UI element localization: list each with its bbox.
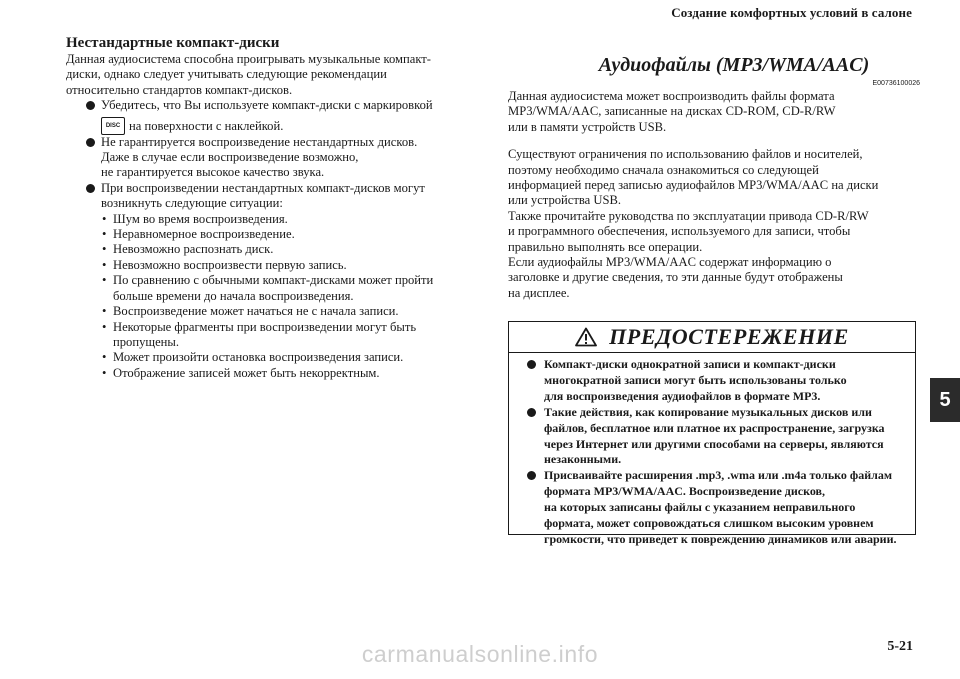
watermark-text: carmanualsonline.info [361,641,599,667]
text-line: • По сравнению с обычными компакт-дисками может пройти [113,273,434,288]
text-line: формата MP3/WMA/AAC. Воспроизведение дисков, [544,484,826,499]
text-line: • Воспроизведение может начаться не с начала записи. [113,304,399,319]
text-line: пропущены. [113,334,180,349]
bullet-icon [527,360,536,369]
text-line: Присваивайте расширения .mp3, .wma или .m4a только файлам [544,468,893,483]
intro-paragraph [66,52,478,98]
disc-logo-line [66,114,478,135]
text-line: на поверхности с наклейкой. [129,119,284,134]
text-line: Также прочитайте руководства по эксплуатации привода CD-R/RW [508,208,869,223]
text-line: Даже в случае если воспроизведение возможно, [101,150,359,165]
list-item [66,258,478,273]
text-line: • Шум во время воспроизведения. [113,211,288,226]
text-line: формата, может сопровождаться слишком высоким уровнем [544,516,874,531]
list-item [66,212,478,227]
text-line: для воспроизведения аудиофайлов в формате MP3. [544,388,821,403]
bullet-item [66,181,478,212]
text-line: на дисплее. [508,285,570,300]
text-line: правильно выполнять все операции. [508,239,703,254]
text-line: Убедитесь, что Вы используете компакт-диски с маркировкой [101,98,433,113]
text-line: не гарантируется высокое качество звука. [101,165,325,180]
text-line: или в памяти устройств USB. [508,119,667,134]
situations-list [66,212,478,381]
warning-triangle-icon [575,327,597,347]
list-item [66,350,478,365]
paragraph [508,89,920,135]
section-heading: Аудиофайлы (MP3/WMA/AAC) [598,54,870,76]
text-line: заголовке и другие сведения, то эти данные будут отображены [508,270,843,285]
right-column [508,54,920,301]
text-line: MP3/WMA/AAC, записанные на дисках CD-ROM, CD-R/RW [508,104,836,119]
text-line: через Интернет или другими способами на серверы, являются [544,436,884,451]
list-item [66,304,478,319]
warning-item [517,405,905,469]
text-line: Существуют ограничения по использованию файлов и носителей, [508,147,863,162]
list-item [66,242,478,257]
text-line: и программного обеспечения, используемого для записи, чтобы [508,224,851,239]
bullet-item [66,135,478,181]
text-line: многократной записи могут быть использованы только [544,372,847,387]
text-line: незаконными. [544,452,622,467]
text-line: Не гарантируется воспроизведение нестандартных дисков. [101,134,418,149]
bullet-icon [86,138,95,147]
text-line: диски, однако следует учитывать следующие рекомендации [66,67,387,82]
text-line: или устройства USB. [508,193,622,208]
list-item [66,320,478,351]
warning-header [509,322,915,353]
bullet-item [66,98,478,113]
text-line: • Неравномерное воспроизведение. [113,227,295,242]
warning-box [508,321,916,546]
text-line: информацией перед записью аудиофайлов MP3/WMA/AAC на диски [508,178,879,193]
text-line: • Отображение записей может быть некорректным. [113,365,380,380]
section-heading: Нестандартные компакт-диски [66,35,280,51]
text-line: файлов, бесплатное или платное их распространение, загрузка [544,420,885,435]
list-item [66,273,478,304]
text-line: Данная аудиосистема способна проигрывать музыкальные компакт- [66,52,431,66]
chapter-tab: 5 [930,378,960,422]
text-line: • Некоторые фрагменты при воспроизведении могут быть [113,319,417,334]
text-line: • Невозможно распознать диск. [113,242,274,257]
bullet-icon [86,184,95,193]
warning-body [509,353,915,548]
text-line: Такие действия, как копирование музыкальных дисков или [544,404,872,419]
text-line: • Может произойти остановка воспроизведения записи. [113,350,404,365]
left-column [66,35,478,381]
text-line: на которых записаны файлы с указанием неправильного [544,500,856,515]
warning-item [517,468,905,548]
text-line: Данная аудиосистема может воспроизводить файлы формата [508,89,835,103]
bullet-icon [86,101,95,110]
bullet-icon [527,408,536,417]
page-number: 5-21 [887,639,913,654]
paragraph [508,147,920,301]
text-line: относительно стандартов компакт-дисков. [66,82,293,97]
text-line: Компакт-диски однократной записи и компакт-диски [544,357,836,371]
text-line: Если аудиофайлы MP3/WMA/AAC содержат информацию о [508,255,832,270]
document-code: E00736100026 [872,80,920,87]
text-line: • Невозможно воспроизвести первую запись. [113,257,347,272]
bullet-icon [527,471,536,480]
text-line: поэтому необходимо сначала ознакомиться со следующей [508,162,819,177]
right-body [508,89,920,301]
text-line: возникнуть следующие ситуации: [101,196,283,211]
list-item [66,366,478,381]
warning-item [517,357,905,405]
running-header: Создание комфортных условий в салоне [671,5,912,20]
text-line: При воспроизведении нестандартных компакт-дисков могут [101,180,425,195]
warning-title: ПРЕДОСТЕРЕЖЕНИЕ [609,324,849,349]
compact-disc-logo-icon: DISC [101,117,125,135]
list-item [66,227,478,242]
text-line: больше времени до начала воспроизведения. [113,288,354,303]
text-line: громкости, что приведет к повреждению динамиков или аварии. [544,531,897,546]
